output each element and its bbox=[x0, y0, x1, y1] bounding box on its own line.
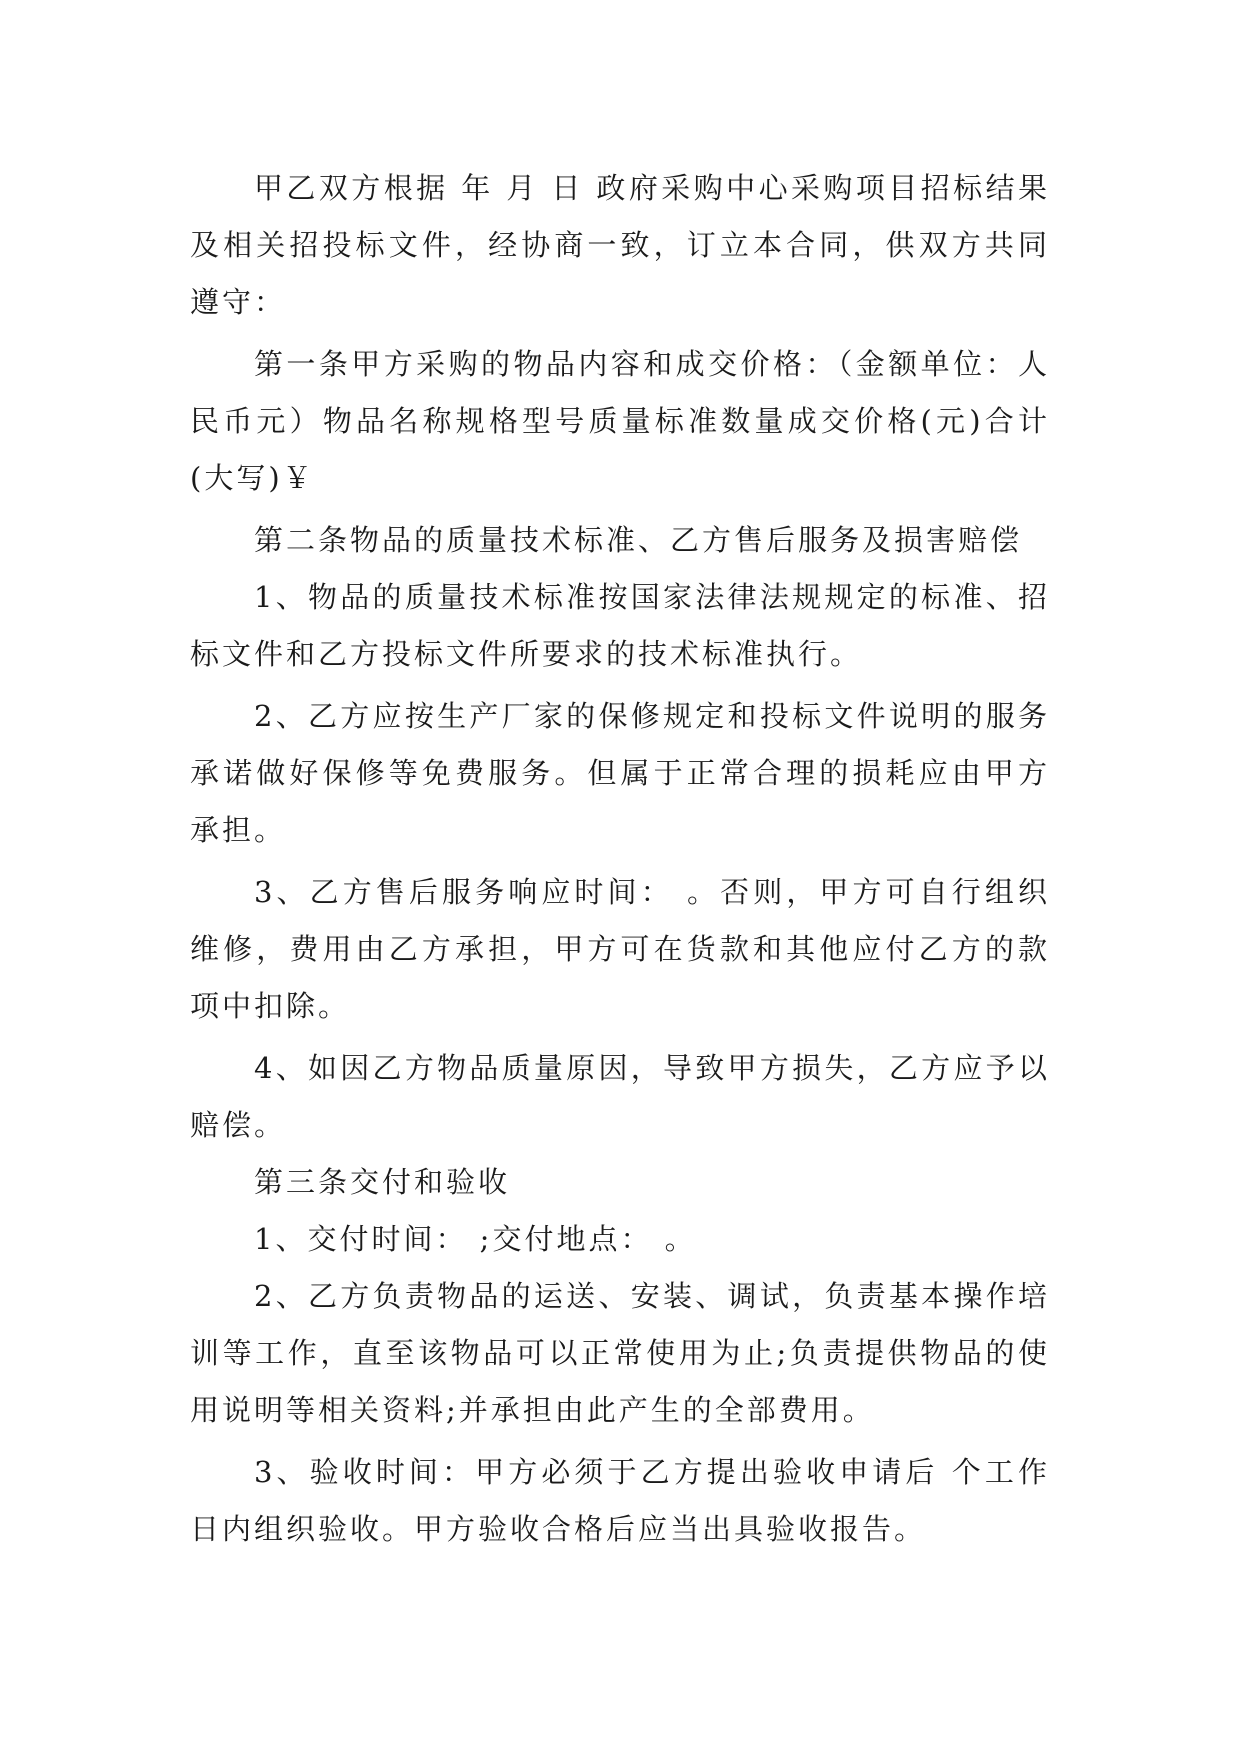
paragraph-article-3-item-2: 2、乙方负责物品的运送、安装、调试，负责基本操作培训等工作，直至该物品可以正常使用为止;负责提供物品的使用说明等相关资料;并承担由此产生的全部费用。 bbox=[190, 1279, 1050, 1427]
paragraph-article-2-item-1: 1、物品的质量技术标准按国家法律法规规定的标准、招标文件和乙方投标文件所要求的技术标准执行。 bbox=[190, 580, 1050, 671]
paragraph-article-2-item-2: 2、乙方应按生产厂家的保修规定和投标文件说明的服务承诺做好保修等免费服务。但属于正常合理的损耗应由甲方承担。 bbox=[190, 699, 1050, 847]
paragraph-article-3-item-1: 1、交付时间： ;交付地点： 。 bbox=[254, 1222, 697, 1256]
paragraph-article-3-item-3: 3、验收时间：甲方必须于乙方提出验收申请后 个工作日内组织验收。甲方验收合格后应当出具验收报告。 bbox=[190, 1455, 1050, 1546]
paragraph-article-3-heading: 第三条交付和验收 bbox=[254, 1165, 511, 1199]
paragraph-article-2-heading: 第二条物品的质量技术标准、乙方售后服务及损害赔偿 bbox=[254, 523, 1023, 557]
paragraph-article-2-item-4: 4、如因乙方物品质量原因，导致甲方损失，乙方应予以赔偿。 bbox=[190, 1051, 1050, 1142]
paragraph-article-1: 第一条甲方采购的物品内容和成交价格：（金额单位：人民币元）物品名称规格型号质量标准数量成交价格(元)合计(大写)￥ bbox=[190, 347, 1050, 495]
paragraph-article-2-item-3: 3、乙方售后服务响应时间： 。否则，甲方可自行组织维修，费用由乙方承担，甲方可在货款和其他应付乙方的款项中扣除。 bbox=[190, 875, 1050, 1023]
paragraph-intro: 甲乙双方根据 年 月 日 政府采购中心采购项目招标结果及相关招投标文件，经协商一致，订立本合同，供双方共同遵守： bbox=[190, 171, 1050, 319]
document-body bbox=[190, 160, 1050, 1558]
